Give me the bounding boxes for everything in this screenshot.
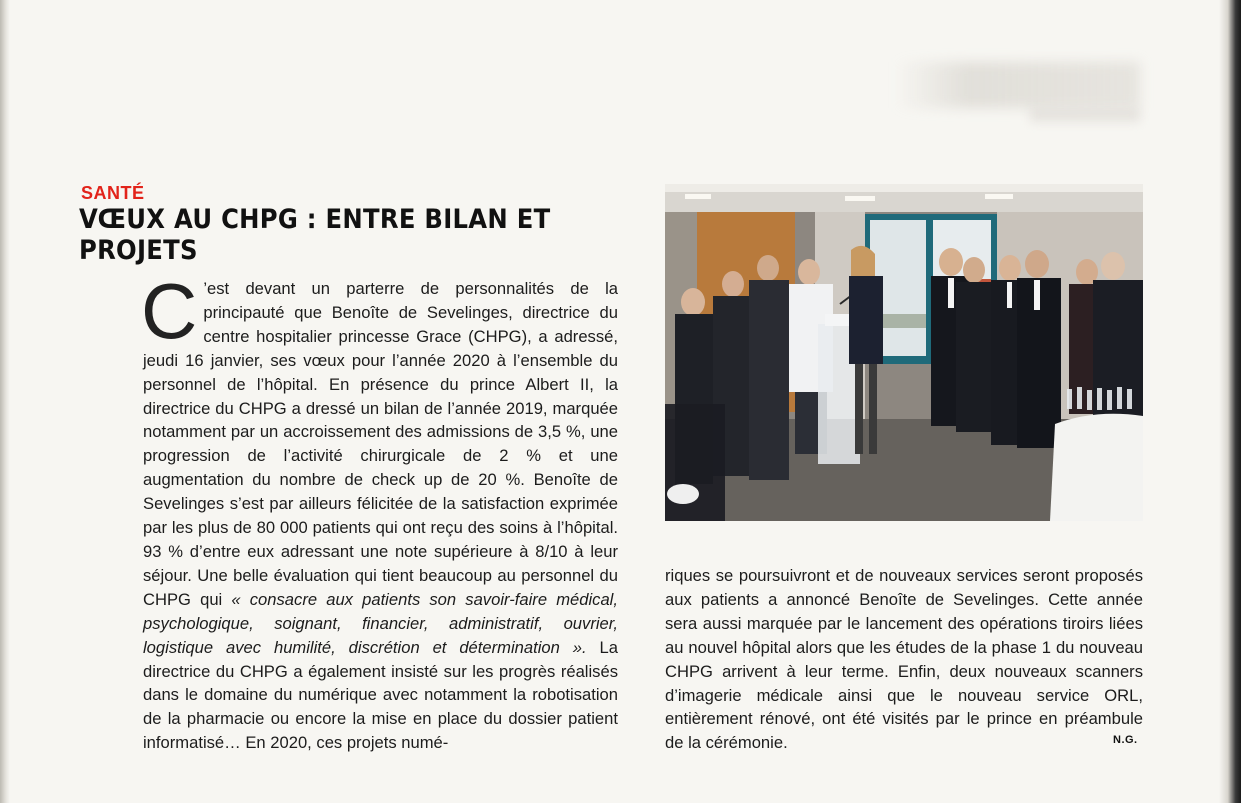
drop-cap: C bbox=[141, 267, 198, 355]
body-paragraph-1: ’est devant un parterre de personnalités de la principauté que Benoîte de Sevelinges, directrice du centre hospitalier princesse Grace (CHPG), a adressé, jeudi 16 janvier, ses vœux pour l’année 2020 à l’ensemble du personnel de l’hôpital. En présence du prince Albert II, la directrice du CHPG a dressé un bilan de l’année 2019, marquée notamment par un accroissement des admissions de 3,5 %, une progression de l’activité chirurgicale de 2 % et une augmentation du nombre de check up de 20 %. Benoîte de Sevelinges s’est par ailleurs félicitée de la satisfaction exprimée par les plus de 80 000 patients qui ont reçu des soins à l’hôpital. 93 % d’entre eux adressant une note supérieure à 8/10 à leur séjour. Une belle évaluation qui tient beaucoup au personnel du CHPG qui bbox=[143, 279, 618, 609]
page-gutter-shadow bbox=[0, 0, 10, 803]
section-rubric: SANTÉ bbox=[81, 183, 145, 203]
page-edge-dark bbox=[1219, 0, 1241, 803]
article-column-left bbox=[141, 267, 618, 755]
article-headline: VŒUX AU CHPG : ENTRE BILAN ET PROJETS bbox=[79, 204, 551, 266]
director-quote: « consacre aux patients son savoir-faire médical, psychologique, soignant, financier, administratif, ouvrier, logistique avec humilité, discrétion et détermination ». bbox=[143, 589, 618, 657]
body-paragraph-2: La directrice du CHPG a également insisté sur les progrès réalisés dans le domaine du numérique avec notamment la robotisation de la pharmacie ou encore la mise en place du dossier patient informatisé… En 2020, ces projets numé- bbox=[143, 637, 618, 753]
show-through-heading bbox=[895, 62, 1140, 108]
ceremony-photo bbox=[665, 184, 1143, 521]
article-column-right: riques se poursuivront et de nouveaux services seront proposés aux patients a annoncé Benoîte de Sevelinges. Cette année sera aussi marquée par le lancement des opérations tiroirs liées au nouvel hôpital alors que les études de la phase 1 du nouveau CHPG arrivent à leur terme. Enfin, deux nouveaux scanners d’imagerie médicale ainsi que le nouveau service ORL, entièrement rénové, ont été visités par le prince en préambule de la cérémonie. bbox=[665, 566, 1143, 753]
author-signature: N.G. bbox=[1113, 734, 1138, 746]
show-through-subheading bbox=[1030, 108, 1140, 122]
